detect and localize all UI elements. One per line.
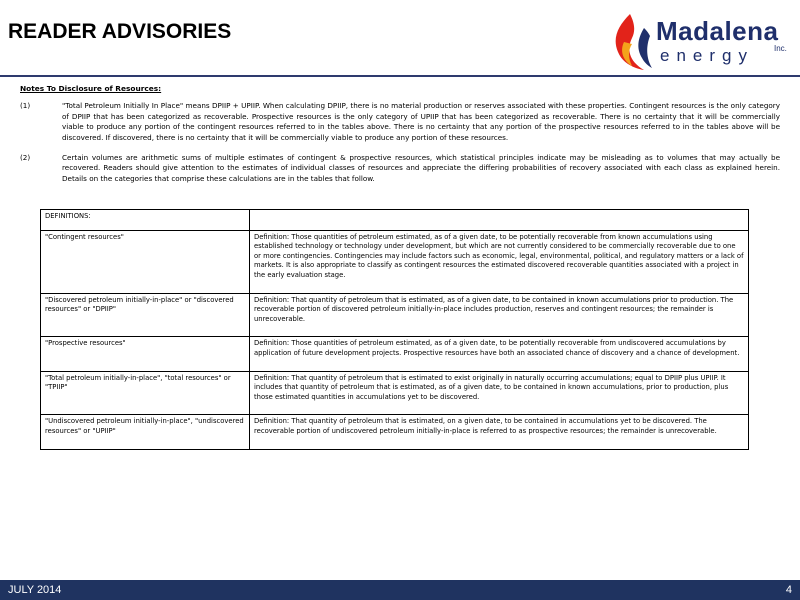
definition-text: Definition: That quantity of petroleum that is estimated to exist originally in naturally occurring accumulations; equal to DPIIP plus UPIIP. It includes that quantity of petroleum that is estimated, as of a given date, to be contained in known accumulations, prior to production, plus those estimated quantities in accumulations yet to be discovered. [250, 371, 749, 415]
logo-inc: Inc. [774, 44, 787, 53]
company-logo [604, 12, 794, 72]
table-row [41, 337, 749, 371]
table-row [41, 415, 749, 449]
table-row [41, 371, 749, 415]
page-title: READER ADVISORIES [8, 20, 232, 43]
flame-icon [604, 12, 654, 72]
definition-term: "Contingent resources" [41, 230, 250, 293]
note-text: Certain volumes are arithmetic sums of multiple estimates of contingent & prospective resources, which statistical principles indicate may be misleading as to volumes that may actually be recovered. Readers should give attention to the estimates of individual classes of resources and appreciate the differing probabilities of recovery associated with each class as explained herein. Details on the categories that comprise these calculations are in the tables that follow. [62, 153, 780, 183]
note-text: "Total Petroleum Initially In Place" means DPIIP + UPIIP. When calculating DPIIP, there is no material production or reserves associated with these properties. Contingent resources is the only category of DPIIP that has been categorized as recoverable. Prospective resources is the only category of UPIIP that has been categorized as recoverable. There is no certainty that it will be commercially viable to produce any portion of the contingent resources referred to in the tables above. There is no certainty that any portion of the prospective resources referred to in the tables above will be discovered. If discovered, there is no certainty that it will be commercially viable to produce any portion of these resources. [62, 101, 780, 142]
definitions-header: DEFINITIONS: [41, 210, 250, 231]
notes-heading: Notes To Disclosure of Resources: [20, 84, 162, 93]
definition-term: "Total petroleum initially-in-place", "total resources" or "TPIIP" [41, 371, 250, 415]
definition-term: "Prospective resources" [41, 337, 250, 371]
definition-text: Definition: That quantity of petroleum that is estimated, on a given date, to be contained in accumulations yet to be discovered. The recoverable portion of undiscovered petroleum initially-in-place is referred to as prospective resources; the remainder is unrecoverable. [250, 415, 749, 449]
logo-subword: energy [660, 46, 754, 65]
footer-date: JULY 2014 [8, 584, 62, 596]
header-divider [0, 75, 800, 77]
page-number: 4 [785, 584, 792, 596]
definitions-header-blank [250, 210, 749, 231]
note-item [20, 101, 780, 143]
logo-wordmark: Madalena [656, 16, 779, 46]
table-row [41, 293, 749, 337]
definition-term: "Discovered petroleum initially-in-place" or "discovered resources" or "DPIIP" [41, 293, 250, 337]
note-number: (1) [20, 101, 31, 111]
note-item [20, 153, 780, 184]
note-number: (2) [20, 153, 31, 163]
table-row [41, 230, 749, 293]
definition-text: Definition: Those quantities of petroleum estimated, as of a given date, to be potentially recoverable from undiscovered accumulations by application of future development projects. Prospective resources have both an associated chance of discovery and a chance of development. [250, 337, 749, 371]
table-header-row [41, 210, 749, 231]
definition-term: "Undiscovered petroleum initially-in-place", "undiscovered resources" or "UPIIP" [41, 415, 250, 449]
definition-text: Definition: That quantity of petroleum that is estimated, as of a given date, to be contained in known accumulations prior to production. The recoverable portion of discovered petroleum initially-in-place includes production, reserves and contingent resources; the remainder is unrecoverable. [250, 293, 749, 337]
footer-bar [0, 580, 800, 600]
definition-text: Definition: Those quantities of petroleum estimated, as of a given date, to be potentially recoverable from known accumulations using established technology or technology under development, but which are not currently considered to be commercially recoverable due to one or more contingencies. Contingencies may include factors such as economic, legal, environmental, political, and regulatory matters or a lack of markets. It is also appropriate to classify as contingent resources the estimated discovered recoverable quantities associated with a project in the early evaluation stage. [250, 230, 749, 293]
definitions-table [40, 209, 749, 450]
resource-notes [20, 84, 780, 194]
